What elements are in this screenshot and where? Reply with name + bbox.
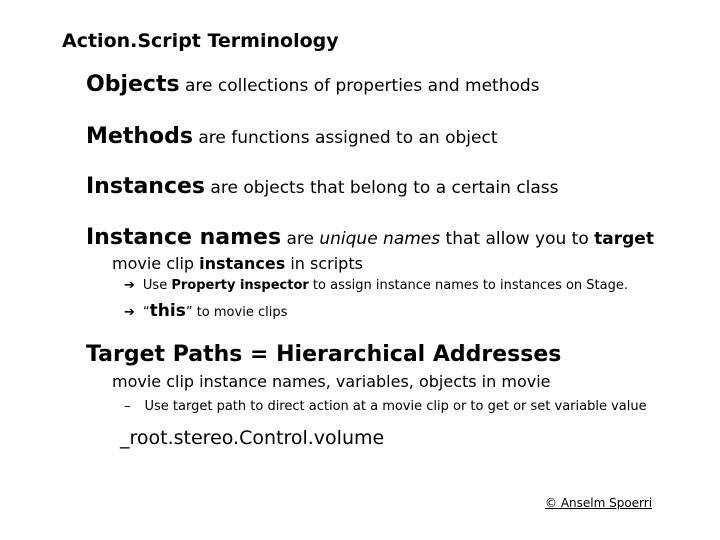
line2-a: movie clip — [112, 254, 200, 273]
instances-desc: are objects that belong to a certain class — [205, 178, 559, 198]
target-paths-bullet — [124, 399, 647, 414]
bullet1-b: to assign instance names to instances on Stage. — [308, 278, 629, 293]
instance-names-line — [86, 225, 654, 250]
bullet1-bold: Property inspector — [171, 278, 309, 293]
target-path-example: _root.stereo.Control.volume — [120, 427, 385, 449]
methods-desc: are functions assigned to an object — [192, 128, 498, 148]
slide-title: Action.Script Terminology — [62, 30, 339, 52]
instance-bullet-2 — [124, 301, 287, 321]
dash-marker: – — [124, 399, 131, 414]
methods-line — [86, 124, 497, 149]
target-paths-line2: movie clip instance names, variables, objects in movie — [112, 372, 551, 391]
copyright-credit: © Anselm Spoerri — [545, 496, 653, 510]
instance-names-italic: unique names — [319, 229, 441, 249]
instance-names-desc-b: that allow you to — [440, 229, 595, 249]
term-objects: Objects — [86, 72, 180, 97]
term-instances: Instances — [86, 174, 206, 199]
line2-bold: instances — [199, 254, 286, 273]
instance-names-line2 — [112, 254, 363, 273]
target-paths-heading: Target Paths = Hierarchical Addresses — [86, 342, 562, 367]
objects-line — [86, 72, 540, 97]
line2-b: in scripts — [285, 254, 363, 273]
term-instance-names: Instance names — [86, 225, 282, 250]
instance-names-bold: target — [594, 229, 654, 249]
instances-line — [86, 174, 559, 199]
arrow-right-icon: ➔ — [124, 305, 135, 320]
instance-bullet-1 — [124, 278, 628, 293]
term-methods: Methods — [86, 124, 193, 149]
instance-names-desc-a: are — [281, 229, 320, 249]
objects-desc: are collections of properties and methods — [179, 76, 540, 96]
bullet1-a: Use — [142, 278, 172, 293]
bullet2-bold: this — [149, 301, 186, 321]
bullet2-b: ” to movie clips — [185, 305, 288, 320]
bullet2-a: “ — [142, 305, 150, 320]
target-paths-bullet-text: Use target path to direct action at a movie clip or to get or set variable value — [144, 399, 647, 414]
arrow-right-icon: ➔ — [124, 278, 135, 293]
